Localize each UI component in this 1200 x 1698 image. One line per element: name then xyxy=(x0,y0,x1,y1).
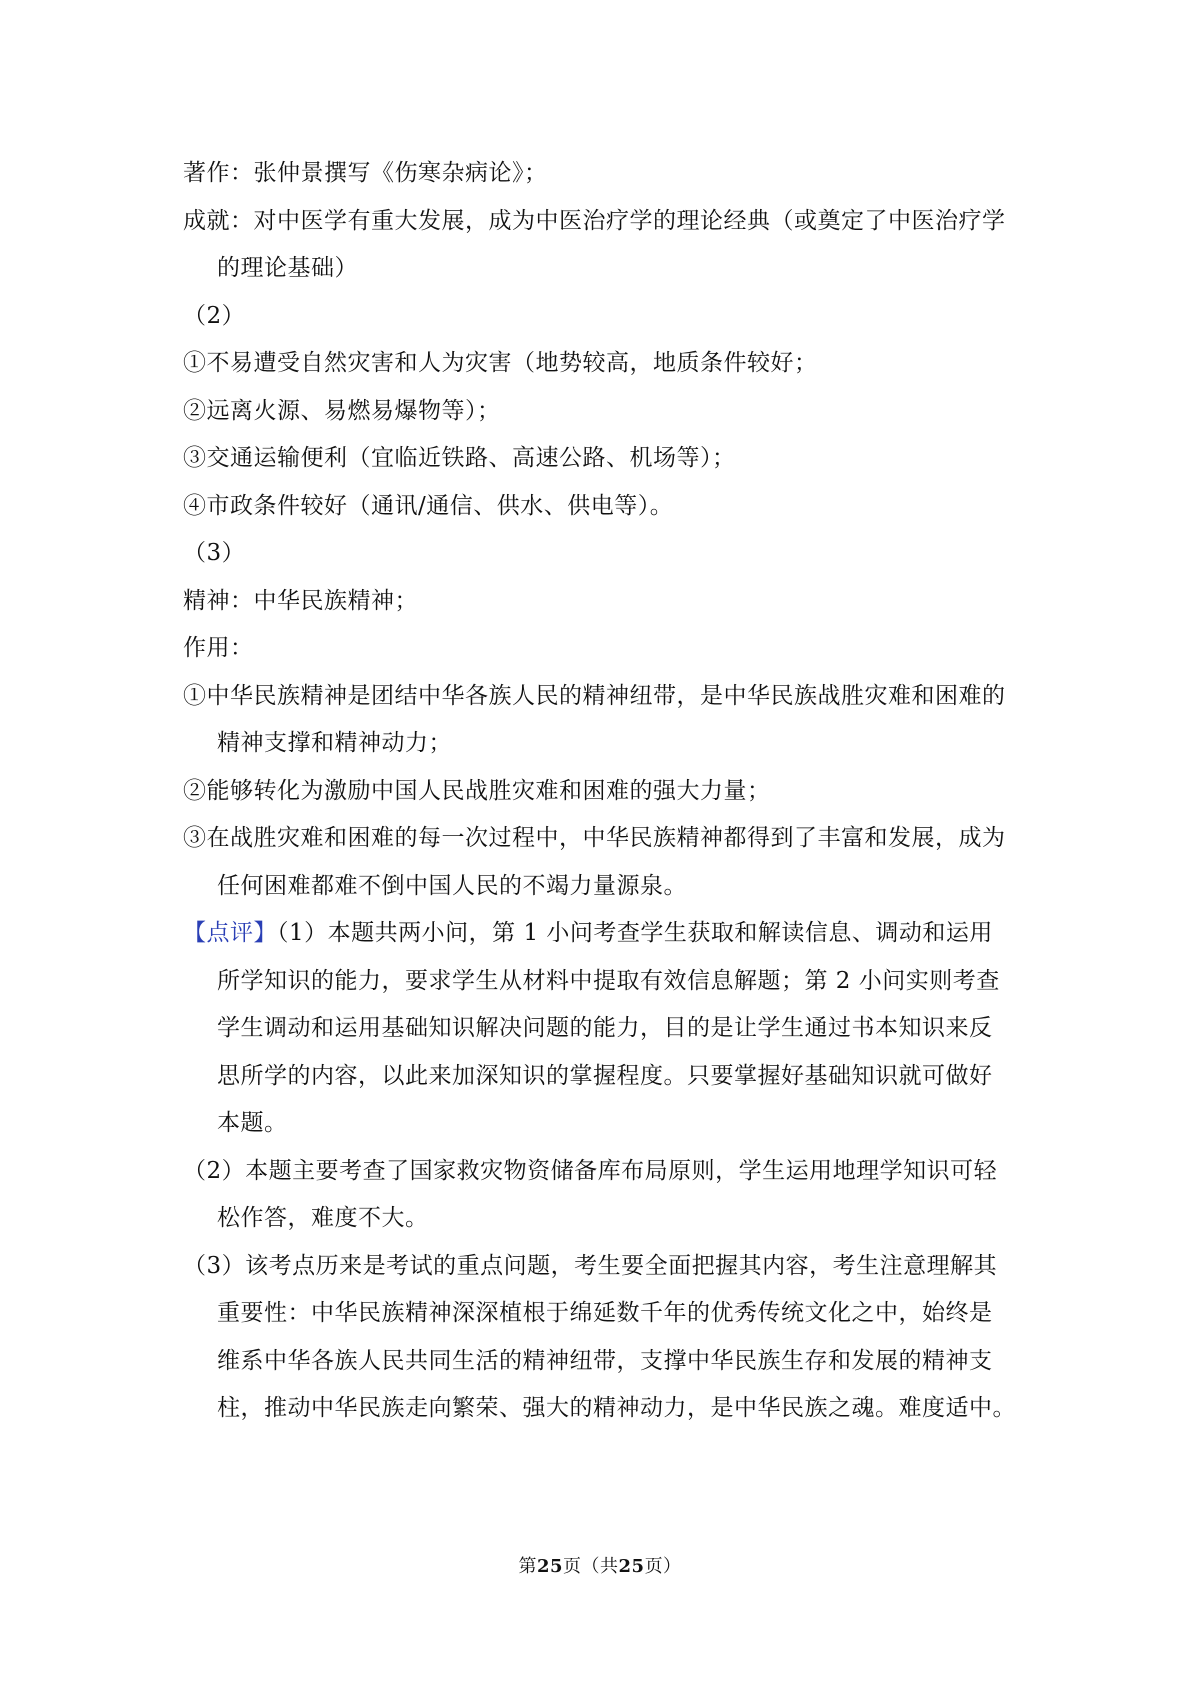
footer-prefix: 第 xyxy=(518,1556,537,1577)
role-item-3-cont: 任何困难都难不倒中国人民的不竭力量源泉。 xyxy=(217,872,687,899)
text-line-works: 著作：张仲景撰写《伤寒杂病论》； xyxy=(183,160,548,186)
role-item-2: ②能够转化为激励中国人民战胜灾难和困难的强大力量； xyxy=(183,777,771,804)
footer-total-pages: 25 xyxy=(618,1556,645,1577)
list-item-4: ④市政条件较好（通讯/通信、供水、供电等）。 xyxy=(183,492,674,519)
review-part-3: （3）该考点历来是考试的重点问题，考生要全面把握其内容，考生注意理解其 xyxy=(183,1252,998,1279)
page-footer xyxy=(0,1552,1200,1578)
text-line-achievement-cont: 的理论基础） xyxy=(217,255,358,281)
footer-page-number: 25 xyxy=(536,1556,563,1577)
text-line-role: 作用： xyxy=(183,635,254,661)
review-line: 重要性：中华民族精神深深植根于绵延数千年的优秀传统文化之中，始终是 xyxy=(217,1300,993,1326)
footer-middle: 页（共 xyxy=(563,1556,619,1577)
text-line-spirit: 精神：中华民族精神； xyxy=(183,587,418,614)
list-item-2: ②远离火源、易燃易爆物等）； xyxy=(183,397,501,424)
section-label-2: （2） xyxy=(183,302,246,329)
review-tag: 【点评】 xyxy=(183,920,277,946)
role-item-1-cont: 精神支撑和精神动力； xyxy=(217,730,452,756)
review-line: 柱，推动中华民族走向繁荣、强大的精神动力，是中华民族之魂。难度适中。 xyxy=(217,1395,1016,1421)
review-line: 维系中华各族人民共同生活的精神纽带，支撑中华民族生存和发展的精神支 xyxy=(217,1347,993,1374)
review-line: 思所学的内容，以此来加深知识的掌握程度。只要掌握好基础知识就可做好 xyxy=(217,1062,993,1089)
role-item-3: ③在战胜灾难和困难的每一次过程中，中华民族精神都得到了丰富和发展，成为 xyxy=(183,825,1006,851)
review-first-line xyxy=(183,910,1028,958)
list-item-1: ①不易遭受自然灾害和人为灾害（地势较高，地质条件较好； xyxy=(183,350,818,376)
text-line-achievement: 成就：对中医学有重大发展，成为中医治疗学的理论经典（或奠定了中医治疗学 xyxy=(183,207,1006,234)
review-line: 学生调动和运用基础知识解决问题的能力，目的是让学生通过书本知识来反 xyxy=(217,1015,993,1041)
section-label-3: （3） xyxy=(183,540,246,566)
list-item-3: ③交通运输便利（宜临近铁路、高速公路、机场等）； xyxy=(183,445,736,471)
answer-content xyxy=(183,150,1028,1433)
review-line: 本题。 xyxy=(217,1110,288,1136)
review-part-2: （2）本题主要考查了国家救灾物资储备库布局原则，学生运用地理学知识可轻 xyxy=(183,1157,998,1184)
footer-suffix: 页） xyxy=(644,1556,682,1577)
review-first-text: （1）本题共两小问，第 1 小问考查学生获取和解读信息、调动和运用 xyxy=(277,920,993,946)
review-line: 所学知识的能力，要求学生从材料中提取有效信息解题；第 2 小问实则考查 xyxy=(217,967,1000,994)
review-line: 松作答，难度不大。 xyxy=(217,1205,429,1231)
role-item-1: ①中华民族精神是团结中华各族人民的精神纽带，是中华民族战胜灾难和困难的 xyxy=(183,682,1006,709)
